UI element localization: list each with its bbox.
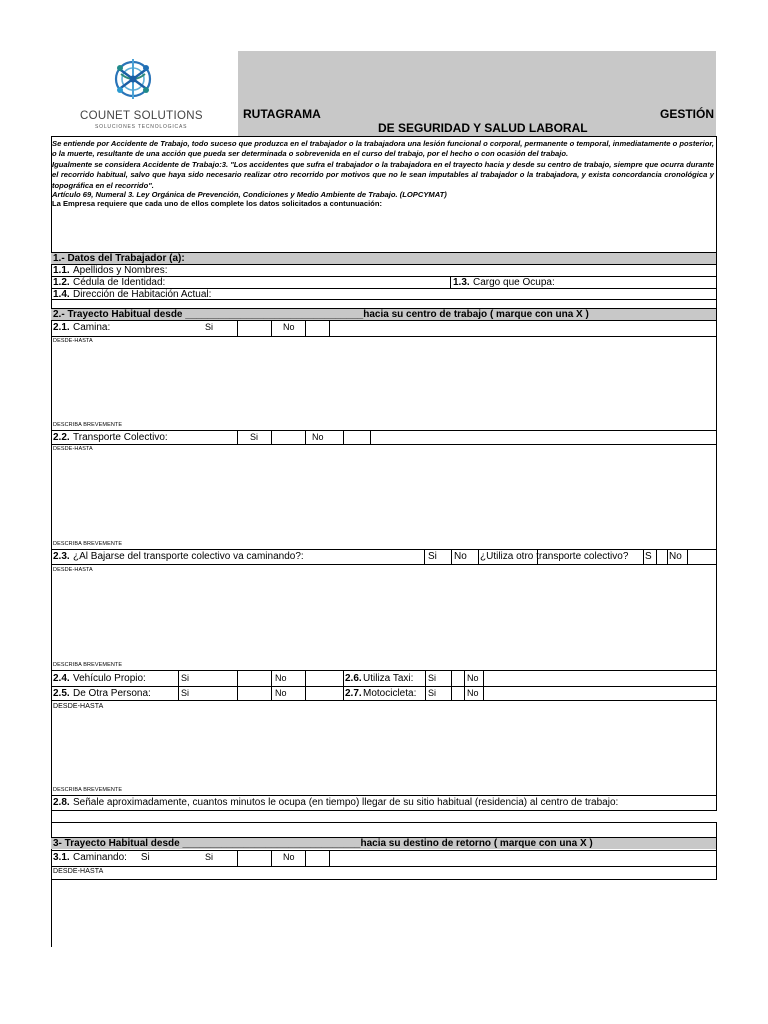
field-3-1-label: Caminando: Si <box>73 852 150 863</box>
field-1-1-number: 1.1. <box>53 265 70 276</box>
field-2-8-label: Señale aproximadamente, cuantos minutos le ocupa (en tiempo) llegar de su sitio habitual (residencia) al centro de trabajo: <box>73 797 619 808</box>
colectivo-no-label: No <box>312 432 324 442</box>
vehiculo-no-box[interactable] <box>306 671 343 686</box>
apellidos-nombres-field[interactable] <box>180 265 715 276</box>
describa-label: DESCRIBA BREVEMENTE <box>53 541 123 547</box>
section-3-title: 3- Trayecto Habitual desde ________________________________hacia su destino de retorno ( marque con una X ) <box>53 838 593 849</box>
bajarse-route-area[interactable] <box>52 574 715 659</box>
header-title-rutagrama: RUTAGRAMA <box>243 107 321 121</box>
globe-logo-icon <box>108 54 158 104</box>
colectivo-no-box[interactable] <box>344 431 370 444</box>
field-2-7-label: Motocicleta: <box>363 688 417 699</box>
colectivo-route-area[interactable] <box>52 453 715 538</box>
company-logo <box>108 54 158 104</box>
field-2-8-number: 2.8. <box>53 797 70 808</box>
taxi-no-box[interactable] <box>484 671 504 686</box>
desde-hasta-label: DESDE-HASTA <box>53 338 93 344</box>
field-1-3-number: 1.3. <box>453 277 470 288</box>
camina-route-area[interactable] <box>52 345 715 420</box>
field-2-6-label: Utiliza Taxi: <box>363 673 414 684</box>
desde-hasta-label: DESDE-HASTA <box>53 868 104 875</box>
field-1-4-number: 1.4. <box>53 289 70 300</box>
header-subtitle: DE SEGURIDAD Y SALUD LABORAL <box>378 121 588 135</box>
company-name: COUNET SOLUTIONS <box>80 110 203 122</box>
otro-transporte-answer-box[interactable] <box>644 550 687 564</box>
camina-no-label: No <box>283 322 295 332</box>
camina-no-box[interactable] <box>306 321 329 336</box>
otra-persona-si-label: Si <box>181 688 190 698</box>
vehiculo-route-area[interactable] <box>52 712 715 784</box>
minutos-field[interactable] <box>52 811 715 822</box>
header-title-gestion: GESTIÓN <box>660 107 715 121</box>
field-2-1-label: Camina: <box>73 322 111 333</box>
otro-transporte-question: ¿Utiliza otro transporte colectivo? <box>480 551 629 562</box>
intro-paragraph-2: Igualmente se considera Accidente de Trabajo:3. "Los accidentes que sufra el trabajador o la trabajadora en el trayecto hacia y desde su centro de trabajo, siempre que ocurra durante el recorrido habitual, salvo que haya sido necesario realizar otro recorrido por motivos que no le sean imputables al trabajador o la trabajadora, y exista concordancia cronológica y topográfica en el recorrido". <box>52 159 714 190</box>
moto-no-box[interactable] <box>484 687 504 700</box>
describa-label: DESCRIBA BREVEMENTE <box>53 422 123 428</box>
field-1-2-label: Cédula de Identidad: <box>73 277 166 288</box>
caminando-si-box[interactable] <box>238 851 271 866</box>
desde-hasta-label: DESDE-HASTA <box>53 703 104 710</box>
field-2-5-label: De Otra Persona: <box>73 688 151 699</box>
camina-si-label: Si <box>205 322 214 332</box>
intro-paragraph-1: Se entiende por Accidente de Trabajo, todo suceso que produzca en el trabajador o la trabajadora una lesión funcional o corporal, permanente o temporal, inmediatamente o posterior, o la muerte, resultante de una acción que pueda ser determinada o sobrevenida en el curso del trabajo, por el hecho o con ocasión del trabajo. <box>52 139 714 159</box>
moto-no-label: No <box>467 688 479 698</box>
vehiculo-si-box[interactable] <box>238 671 271 686</box>
desde-hasta-label: DESDE-HASTA <box>53 446 93 452</box>
field-2-2-number: 2.2. <box>53 432 70 443</box>
taxi-si-box[interactable] <box>452 671 464 686</box>
vehiculo-no-label: No <box>275 673 287 683</box>
field-3-1-number: 3.1. <box>53 852 70 863</box>
moto-si-box[interactable] <box>452 687 464 700</box>
intro-text <box>52 139 714 208</box>
otra-persona-si-box[interactable] <box>238 687 271 700</box>
direccion-field[interactable] <box>225 289 715 299</box>
colectivo-si-label: Si <box>250 432 259 442</box>
cargo-field[interactable] <box>562 277 715 288</box>
field-2-4-number: 2.4. <box>53 673 70 684</box>
field-2-3-number: 2.3. <box>53 551 70 562</box>
bajarse-no-label: No <box>454 551 467 562</box>
caminando-no-box[interactable] <box>306 851 329 866</box>
field-2-2-label: Transporte Colectivo: <box>73 432 168 443</box>
section-1-title: 1.- Datos del Trabajador (a): <box>53 253 185 264</box>
field-2-3-label: ¿Al Bajarse del transporte colectivo va caminando?: <box>73 551 304 562</box>
field-1-4-label: Dirección de Habitación Actual: <box>73 289 212 300</box>
vehiculo-si-label: Si <box>181 673 190 683</box>
field-2-5-number: 2.5. <box>53 688 70 699</box>
colectivo-si-box[interactable] <box>272 431 305 444</box>
bajarse-answer-box[interactable] <box>425 550 478 564</box>
company-tagline: SOLUCIONES TECNOLOGICAS <box>95 124 188 130</box>
field-2-6-number: 2.6. <box>345 673 362 684</box>
taxi-no-label: No <box>467 673 479 683</box>
moto-si-label: Si <box>428 688 437 698</box>
desde-hasta-label: DESDE-HASTA <box>53 567 93 573</box>
intro-paragraph-4: La Empresa requiere que cada uno de ellos complete los datos solicitados a contunuación: <box>52 199 382 209</box>
bajarse-si-label: Si <box>428 551 437 562</box>
caminando-si-label: Si <box>205 852 214 862</box>
field-2-1-number: 2.1. <box>53 322 70 333</box>
otro-transporte-no-label: No <box>669 551 682 562</box>
section-2-title: 2.- Trayecto Habitual desde ________________________________hacia su centro de trabajo ( marque con una X ) <box>53 309 589 320</box>
taxi-si-label: Si <box>428 673 437 683</box>
caminando-no-label: No <box>283 852 295 862</box>
caminando-route-area[interactable] <box>52 880 715 946</box>
camina-si-box[interactable] <box>238 321 271 336</box>
field-1-2-number: 1.2. <box>53 277 70 288</box>
field-1-1-label: Apellidos y Nombres: <box>73 265 168 276</box>
describa-label: DESCRIBA BREVEMENTE <box>53 662 123 668</box>
otro-transporte-si-label: S <box>645 551 652 562</box>
describa-label: DESCRIBA BREVEMENTE <box>53 787 123 793</box>
cedula-field[interactable] <box>180 277 448 288</box>
otra-persona-no-label: No <box>275 688 287 698</box>
otra-persona-no-box[interactable] <box>306 687 343 700</box>
field-2-7-number: 2.7. <box>345 688 362 699</box>
field-2-4-label: Vehículo Propio: <box>73 673 146 684</box>
intro-paragraph-3: Artículo 69, Numeral 3. Ley Orgánica de Prevención, Condiciones y Medio Ambiente de Trabajo. (LOPCYMAT) <box>52 190 447 200</box>
field-1-3-label: Cargo que Ocupa: <box>473 277 555 288</box>
